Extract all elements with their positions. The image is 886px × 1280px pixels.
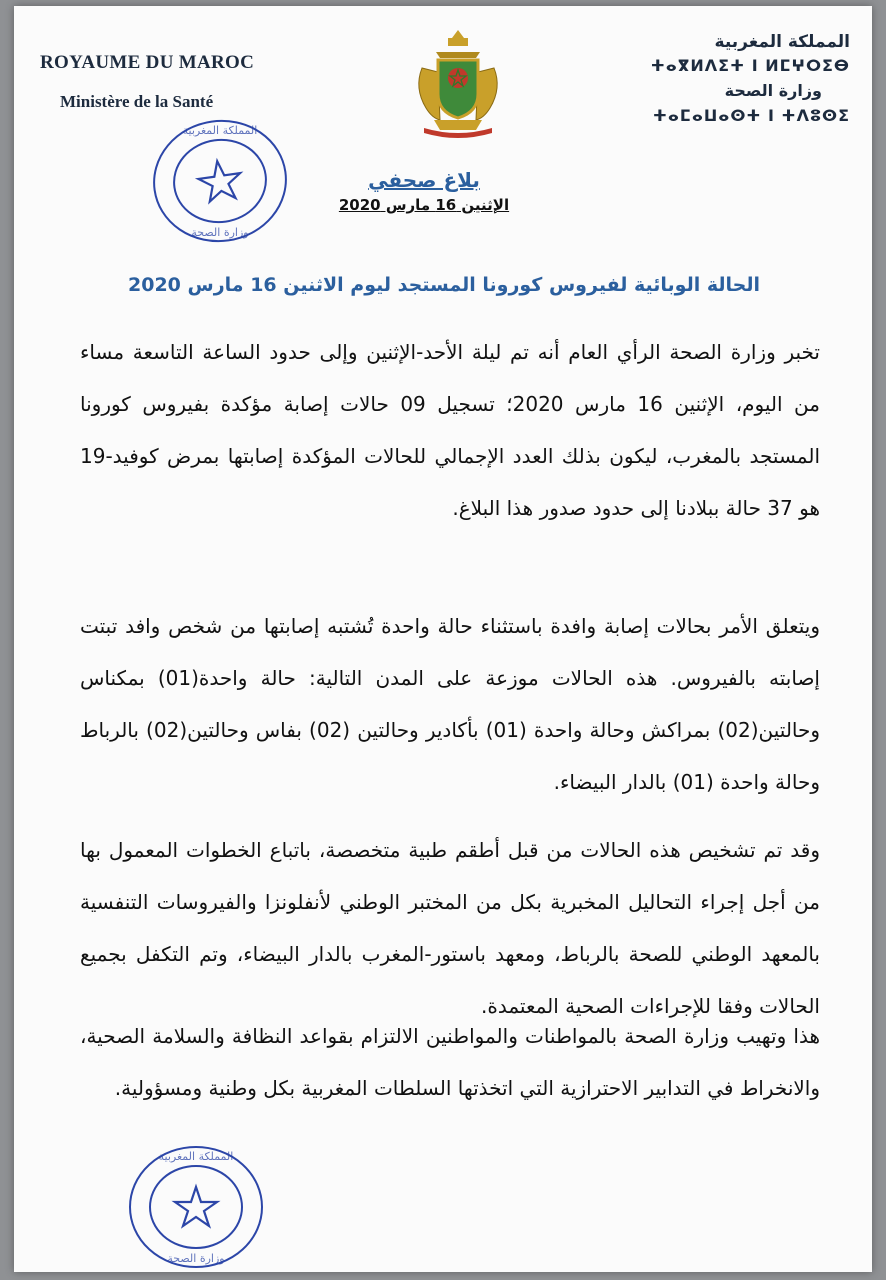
coat-of-arms-emblem [404, 28, 512, 138]
country-name-tifinagh: ⵜⴰⴳⵍⴷⵉⵜ ⵏ ⵍⵎⵖⵔⵉⴱ [650, 56, 850, 75]
country-name-ar: المملكة المغربية [714, 32, 850, 52]
stamp-bottom-text: وزارة الصحة [167, 1252, 225, 1265]
document-subtitle: الحالة الوبائية لفيروس كورونا المستجد ليوم الاثنين 16 مارس 2020 [128, 274, 760, 296]
ministry-name-fr: Ministère de la Santé [60, 92, 214, 111]
paragraph-1: تخبر وزارة الصحة الرأي العام أنه تم ليلة الأحد-الإثنين وإلى حدود الساعة التاسعة مساء من اليوم، الإثنين 16 مارس 2020؛ تسجيل 09 حالات إصابة مؤكدة بفيروس كورونا المستجد بالمغرب، ليكون بذلك العدد الإجمالي للحالات المؤكدة إصابتها بمرض كوفيد-19 هو 37 حالة ببلادنا إلى حدود صدور هذا البلاغ. [80, 340, 820, 520]
stamp-bottom-text: وزارة الصحة [191, 226, 249, 239]
header-french [40, 52, 290, 112]
ministry-name-tifinagh: ⵜⴰⵎⴰⵡⴰⵙⵜ ⵏ ⵜⴷⵓⵙⵉ [652, 106, 850, 125]
ministry-stamp-bottom [126, 1142, 266, 1272]
press-release-page [14, 6, 872, 1272]
ministry-stamp-top [150, 116, 290, 246]
country-name-fr: ROYAUME DU MAROC [40, 52, 255, 73]
document-type-title: بلاغ صحفي [368, 168, 480, 192]
header-arabic [640, 32, 850, 125]
paragraph-4: هذا وتهيب وزارة الصحة بالمواطنات والمواطنين الالتزام بقواعد النظافة والسلامة الصحية، والانخراط في التدابير الاحترازية التي اتخذتها السلطات المغربية بكل وطنية ومسؤولية. [80, 1024, 820, 1100]
ministry-name-ar: وزارة الصحة [724, 81, 822, 100]
stamp-top-text: المملكة المغربية [158, 1150, 234, 1163]
document-date: الإثنين 16 مارس 2020 [338, 196, 510, 214]
paragraph-3: وقد تم تشخيص هذه الحالات من قبل أطقم طبية متخصصة، باتباع الخطوات المعمول بها من أجل إجراء التحاليل المخبرية بكل من المختبر الوطني لأنفلونزا والفيروسات التنفسية بالمعهد الوطني للصحة بالرباط، ومعهد باستور-المغرب بالدار البيضاء، وتم التكفل بجميع الحالات وفقا للإجراءات الصحية المعتمدة. [80, 838, 820, 1018]
stamp-top-text: المملكة المغربية [182, 124, 258, 137]
paragraph-2: ويتعلق الأمر بحالات إصابة وافدة باستثناء حالة واحدة تُشتبه إصابتها من شخص وافد تبتت إصابته بالفيروس. هذه الحالات موزعة على المدن التالية: حالة واحدة(01) بمكناس وحالتين(02) بمراكش وحالة واحدة (01) بأكادير وحالتين (02) بفاس وحالتين(02) بالرباط وحالة واحدة (01) بالدار البيضاء. [80, 614, 821, 794]
press-release-heading [314, 168, 534, 214]
